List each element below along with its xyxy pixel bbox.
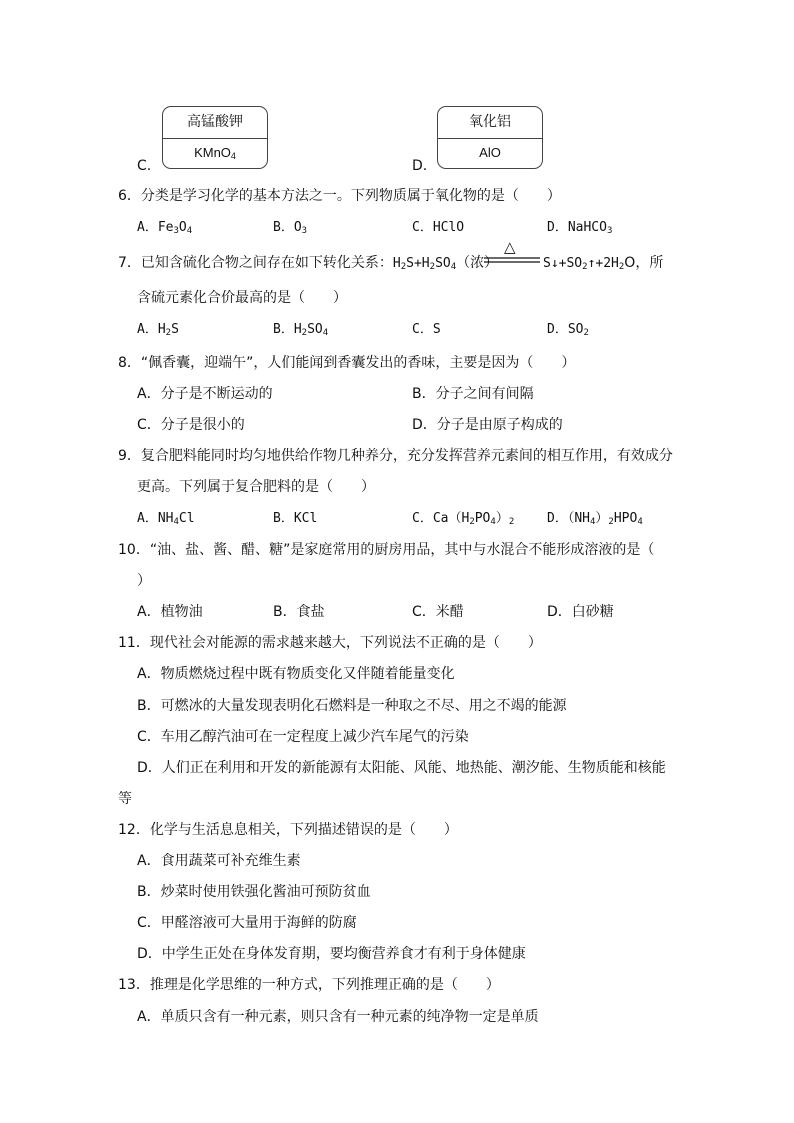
question-6-option-a: A．$Fe_3O_4$ (137, 220, 193, 236)
question-12-option-b: B．炒菜时使用铁强化酱油可预防贫血 (137, 884, 371, 900)
option-d-letter: D. (412, 158, 428, 174)
question-10-option-c: C．米醋 (412, 604, 464, 620)
question-8-option-a: A．分子是不断运动的 (137, 386, 273, 402)
reagent-label-name: 氧化铝 (438, 107, 542, 139)
question-9-option-d: D．$(NH_4)_2HPO_4$ (547, 511, 643, 527)
reagent-label-kmno4 (162, 106, 268, 169)
question-6-option-b: B．$O_3$ (273, 220, 308, 236)
question-6-option-c: C．HClO (412, 220, 465, 235)
reagent-label-formula: KMnO$_4$ (194, 145, 236, 161)
question-8-stem: 8．“佩香囊，迎端午”，人们能闻到香囊发出的香味，主要是因为（ ） (118, 355, 576, 371)
reagent-label-alo (437, 106, 543, 169)
option-c-letter: C. (137, 158, 152, 174)
question-11-option-b: B．可燃冰的大量发现表明化石燃料是一种取之不尽、用之不竭的能源 (137, 698, 567, 714)
reaction-equation-right: $S↓+SO_2↑+2H_2O$，所 (543, 255, 664, 272)
question-8-option-c: C．分子是很小的 (137, 417, 245, 433)
question-6-option-d: D．NaHCO$_3$ (547, 220, 613, 236)
question-9-option-b: B．KCl (273, 511, 318, 526)
question-12-option-d: D．中学生正处在身体发育期，要均衡营养食才有利于身体健康 (137, 946, 526, 962)
question-8-option-d: D．分子是由原子构成的 (412, 417, 563, 433)
question-10-option-d: D．白砂糖 (547, 604, 614, 620)
question-9-stem-line-2: 更高。下列属于复合肥料的是（ ） (137, 479, 375, 495)
question-13-stem: 13．推理是化学思维的一种方式，下列推理正确的是（ ） (118, 977, 500, 993)
question-13-option-a: A．单质只含有一种元素，则只含有一种元素的纯净物一定是单质 (137, 1009, 539, 1025)
heat-triangle-icon: △ (504, 238, 516, 256)
question-10-stem-line-1: 10．“油、盐、酱、醋、糖”是家庭常用的厨房用品，其中与水混合不能形成溶液的是（ (118, 542, 655, 558)
question-7-stem-line-2: 含硫元素化合价最高的是（ ） (137, 290, 347, 306)
question-8-option-b: B．分子之间有间隔 (412, 386, 534, 402)
question-11-option-a: A．物质燃烧过程中既有物质变化又伴随着能量变化 (137, 666, 455, 682)
question-7-option-c: C．S (412, 322, 441, 337)
question-9-option-a: A．$NH_4Cl$ (137, 511, 195, 527)
question-6-stem: 6．分类是学习化学的基本方法之一。下列物质属于氧化物的是（ ） (118, 188, 561, 204)
question-10-option-b: B．食盐 (273, 604, 325, 620)
reaction-equation-left: $H_2S+H_2SO_4$ (392, 256, 457, 272)
question-12-stem: 12．化学与生活息息相关，下列描述错误的是（ ） (118, 822, 458, 838)
question-11-option-c: C．车用乙醇汽油可在一定程度上减少汽车尾气的污染 (137, 729, 469, 745)
question-7-stem-line-1: 7．已知含硫化合物之间存在如下转化关系：$H_2S+H_2SO_4$（浓） (118, 255, 499, 272)
reaction-condition-heat (482, 238, 542, 265)
question-11-stem: 11．现代社会对能源的需求越来越大，下列说法不正确的是（ ） (118, 635, 542, 651)
reagent-label-name: 高锰酸钾 (163, 107, 267, 139)
question-11-option-d-line-2: 等 (118, 791, 132, 807)
question-9-option-c: C．$Ca(H_2PO_4)_2$ (412, 511, 515, 527)
question-7-option-d: D．$SO_2$ (547, 322, 589, 338)
reagent-label-formula: AlO (479, 145, 501, 160)
question-11-option-d-line-1: D．人们正在利用和开发的新能源有太阳能、风能、地热能、潮汐能、生物质能和核能 (137, 760, 666, 776)
question-10-option-a: A．植物油 (137, 604, 203, 620)
question-9-stem-line-1: 9．复合肥料能同时均匀地供给作物几种养分，充分发挥营养元素间的相互作用，有效成分 (118, 448, 673, 464)
question-12-option-c: C．甲醛溶液可大量用于海鲜的防腐 (137, 915, 357, 931)
question-10-stem-line-2: ） (137, 573, 151, 589)
question-7-option-a: A．$H_2S$ (137, 322, 179, 338)
question-12-option-a: A．食用蔬菜可补充维生素 (137, 853, 301, 869)
question-7-option-b: B．$H_2SO_4$ (273, 322, 329, 338)
